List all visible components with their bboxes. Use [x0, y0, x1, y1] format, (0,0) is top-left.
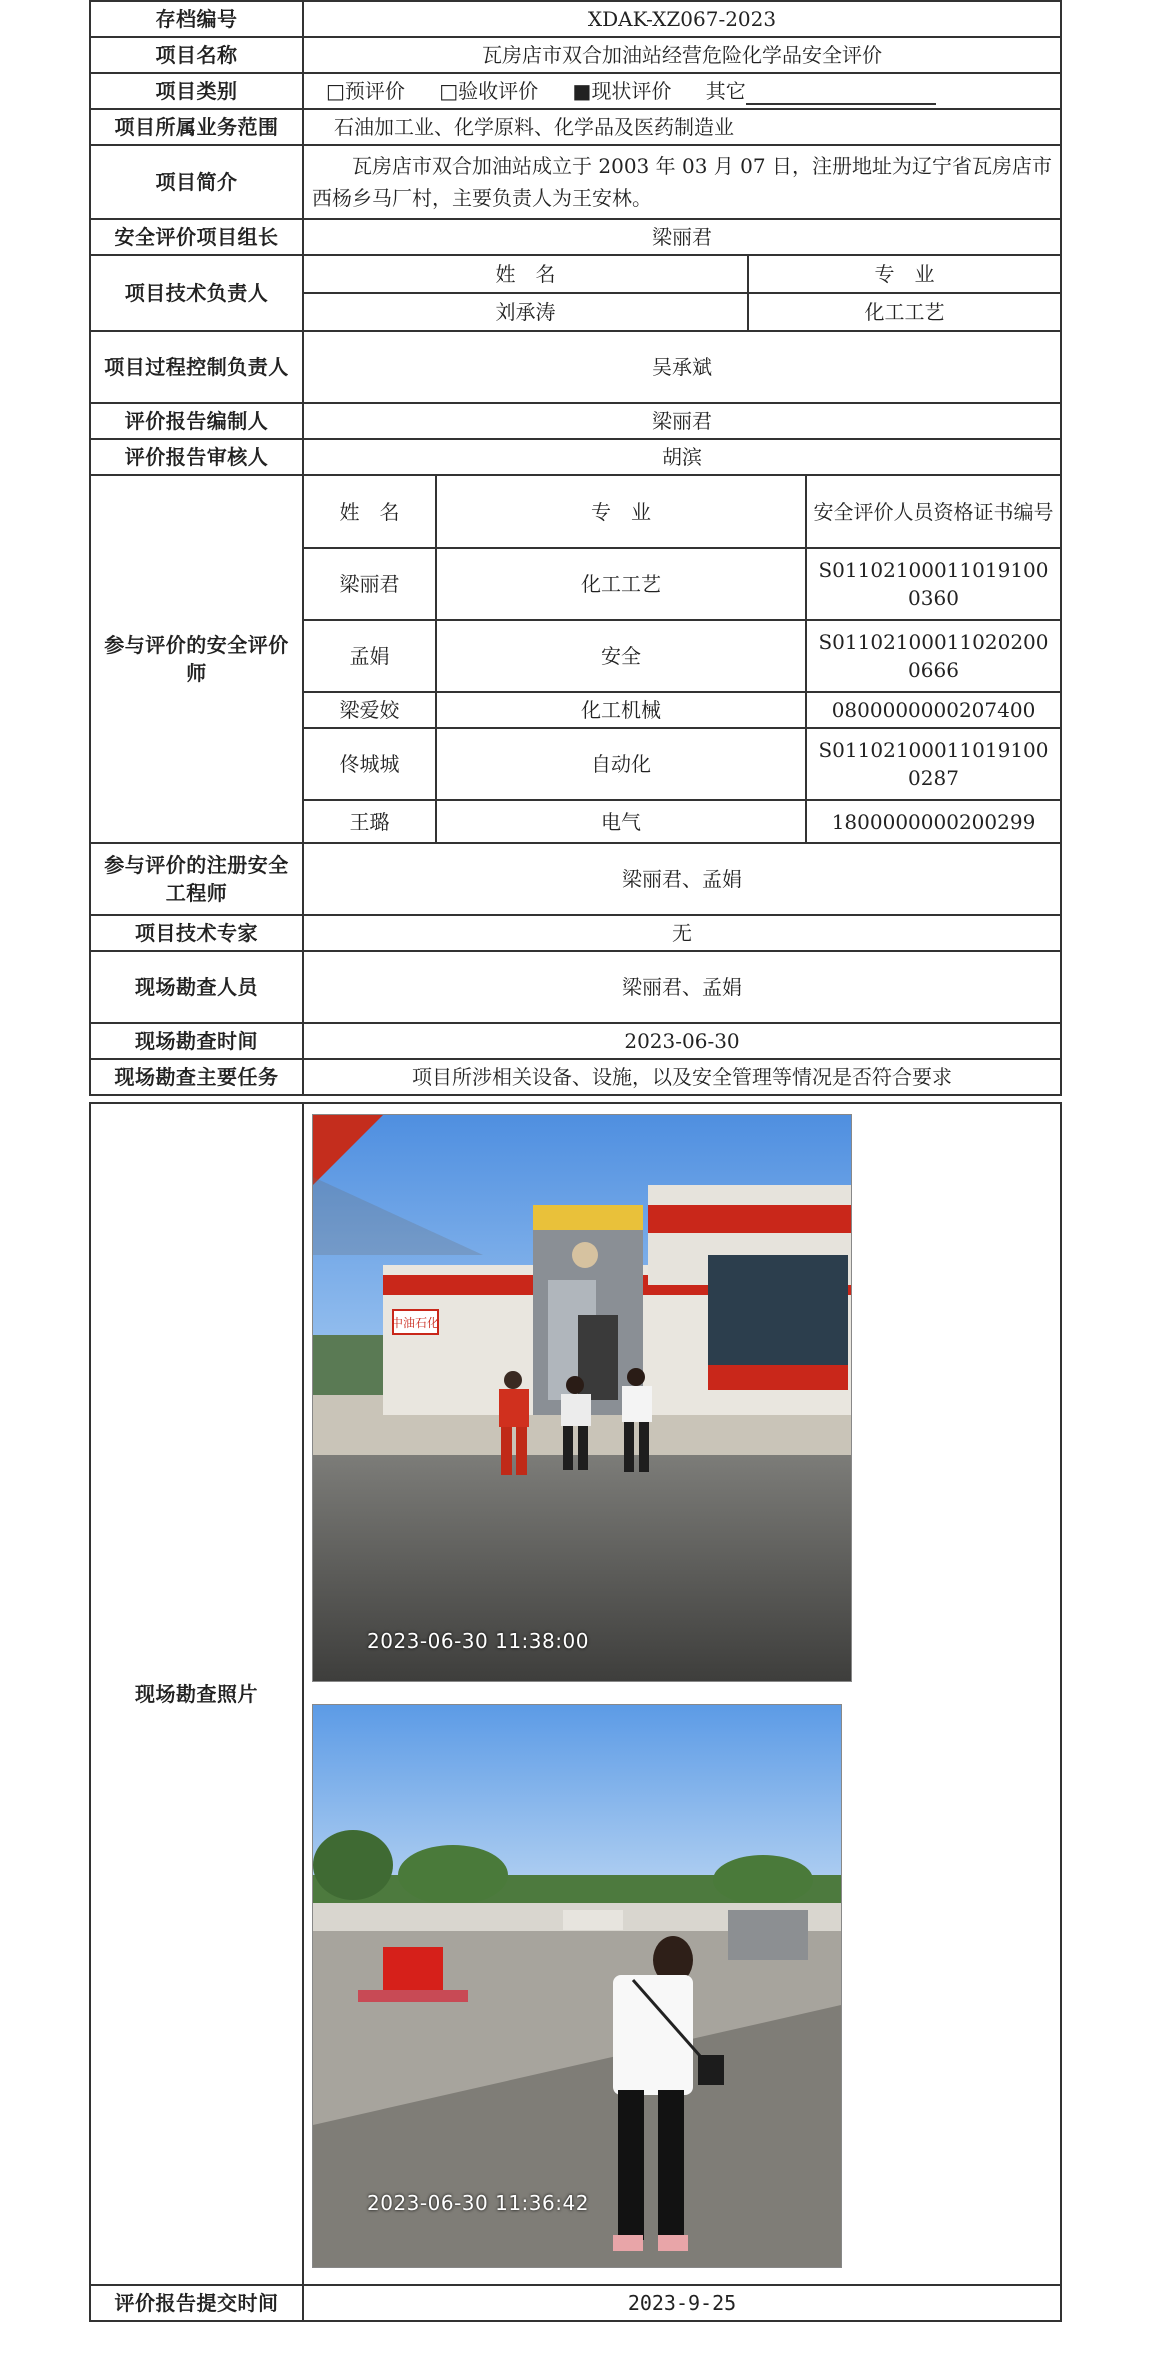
- team-leader-value: 梁丽君: [303, 219, 1061, 255]
- evaluator-cert: 0800000000207400: [806, 692, 1060, 728]
- site-photo-1: [312, 1114, 852, 1682]
- survey-task-label: 现场勘查主要任务: [90, 1059, 303, 1095]
- intro-label: 项目简介: [90, 145, 303, 219]
- reg-engineers-value: 梁丽君、孟娟: [303, 843, 1061, 915]
- compiler-value: 梁丽君: [303, 403, 1061, 439]
- checkbox-empty-icon: □: [439, 79, 459, 103]
- info-table: [89, 0, 1062, 1096]
- evaluator-major: 化工工艺: [436, 548, 806, 620]
- project-type-label: 项目类别: [90, 73, 303, 109]
- tech-expert-value: 无: [303, 915, 1061, 951]
- tech-expert-label: 项目技术专家: [90, 915, 303, 951]
- photos-cell: [303, 1103, 1061, 2285]
- evaluator-name-header: 姓 名: [304, 476, 436, 548]
- site-photo-2: [312, 1704, 842, 2268]
- option-other: 其它: [706, 79, 964, 103]
- survey-people-value: 梁丽君、孟娟: [303, 951, 1061, 1023]
- table-row: [304, 728, 1060, 800]
- table-row: [304, 692, 1060, 728]
- photos-label: 现场勘查照片: [90, 1103, 303, 2285]
- reviewer-label: 评价报告审核人: [90, 439, 303, 475]
- tech-lead-major: 化工工艺: [748, 293, 1060, 330]
- project-name-value: 瓦房店市双合加油站经营危险化学品安全评价: [303, 37, 1061, 73]
- survey-task-value: 项目所涉相关设备、设施，以及安全管理等情况是否符合要求: [303, 1059, 1061, 1095]
- checkbox-filled-icon: ■: [572, 79, 592, 103]
- process-lead-label: 项目过程控制负责人: [90, 331, 303, 403]
- evaluator-cert: 1800000000200299: [806, 800, 1060, 842]
- submit-time-label: 评价报告提交时间: [90, 2285, 303, 2321]
- tech-lead-major-header: 专 业: [748, 256, 1060, 293]
- evaluator-cert: S011021000110191000287: [806, 728, 1060, 800]
- table-row: [304, 548, 1060, 620]
- evaluator-name: 梁爱姣: [304, 692, 436, 728]
- checkbox-empty-icon: □: [326, 79, 345, 103]
- project-name-label: 项目名称: [90, 37, 303, 73]
- survey-people-label: 现场勘查人员: [90, 951, 303, 1023]
- evaluator-name: 王璐: [304, 800, 436, 842]
- evaluator-name: 孟娟: [304, 620, 436, 692]
- project-type-options: [303, 73, 1061, 109]
- report-sheet: [89, 0, 1060, 2322]
- station-sign-text: 中油石化: [390, 1316, 440, 1330]
- gas-station-photo: [313, 1115, 851, 1681]
- evaluator-major: 安全: [436, 620, 806, 692]
- business-scope-label: 项目所属业务范围: [90, 109, 303, 145]
- tech-lead-label: 项目技术负责人: [90, 255, 303, 331]
- option-acceptance-evaluation: □验收评价: [439, 79, 539, 103]
- evaluators-table: [304, 476, 1060, 842]
- option-status-evaluation: ■现状评价: [572, 79, 672, 103]
- archive-no-label: 存档编号: [90, 1, 303, 37]
- reviewer-value: 胡滨: [303, 439, 1061, 475]
- evaluator-major: 自动化: [436, 728, 806, 800]
- tech-lead-name-header: 姓 名: [304, 256, 748, 293]
- tech-lead-table: [304, 256, 1060, 330]
- table-row: [304, 800, 1060, 842]
- evaluator-cert: S011021000110202000666: [806, 620, 1060, 692]
- evaluators-label: 参与评价的安全评价师: [90, 475, 303, 843]
- survey-time-value: 2023-06-30: [303, 1023, 1061, 1059]
- archive-no-value: XDAK-XZ067-2023: [303, 1, 1061, 37]
- evaluator-cert-header: 安全评价人员资格证书编号: [806, 476, 1060, 548]
- tech-lead-name: 刘承涛: [304, 293, 748, 330]
- submit-time-value: 2023-9-25: [303, 2285, 1061, 2321]
- evaluator-name: 佟城城: [304, 728, 436, 800]
- team-leader-label: 安全评价项目组长: [90, 219, 303, 255]
- other-blank-line: [746, 81, 936, 105]
- reg-engineers-label: 参与评价的注册安全工程师: [90, 843, 303, 915]
- tech-lead-cell: [303, 255, 1061, 331]
- business-scope-value: 石油加工业、化学原料、化学品及医药制造业: [303, 109, 1061, 145]
- table-row: [304, 620, 1060, 692]
- compiler-label: 评价报告编制人: [90, 403, 303, 439]
- photo-1-timestamp: 2023-06-30 11:38:00: [367, 1629, 589, 1653]
- option-pre-evaluation: □预评价: [326, 79, 405, 103]
- intro-value: 瓦房店市双合加油站成立于 2003 年 03 月 07 日，注册地址为辽宁省瓦房店市西杨乡马厂村，主要负责人为王安林。: [303, 145, 1061, 219]
- evaluators-cell: [303, 475, 1061, 843]
- process-lead-value: 吴承斌: [303, 331, 1061, 403]
- evaluator-cert: S011021000110191000360: [806, 548, 1060, 620]
- photo-2-timestamp: 2023-06-30 11:36:42: [367, 2191, 589, 2215]
- evaluator-major-header: 专 业: [436, 476, 806, 548]
- evaluator-major: 电气: [436, 800, 806, 842]
- survey-time-label: 现场勘查时间: [90, 1023, 303, 1059]
- forecourt-photo: [313, 1705, 841, 2267]
- evaluator-name: 梁丽君: [304, 548, 436, 620]
- evaluator-major: 化工机械: [436, 692, 806, 728]
- photo-table: [89, 1102, 1062, 2322]
